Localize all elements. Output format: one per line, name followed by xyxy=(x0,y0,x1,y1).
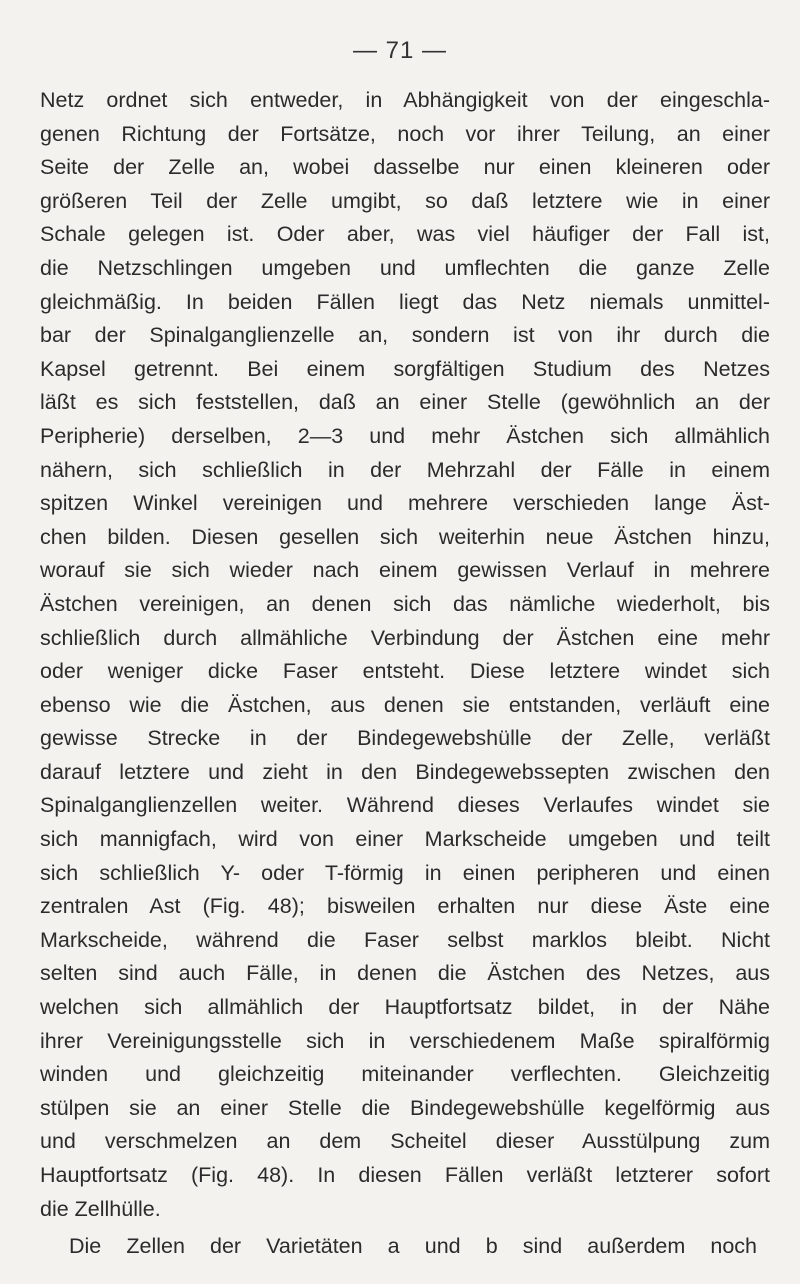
text-line: sich schließlich Y- oder T-förmig in einen peripheren und einen xyxy=(40,860,770,885)
text-line: spitzen Winkel vereinigen und mehrere verschieden lange Äst- xyxy=(40,491,770,516)
text-line: genen Richtung der Fortsätze, noch vor ihrer Teilung, an einer xyxy=(40,121,770,146)
text-line: Peripherie) derselben, 2—3 und mehr Ästchen sich allmählich xyxy=(40,423,770,448)
text-line: die Netzschlingen umgeben und umflechten die ganze Zelle xyxy=(40,255,770,280)
text-line: sich mannigfach, wird von einer Markscheide umgeben und teilt xyxy=(40,827,770,852)
text-line: Spinalganglienzellen weiter. Während dieses Verlaufes windet sie xyxy=(40,793,770,818)
text-line: Kapsel getrennt. Bei einem sorgfältigen Studium des Netzes xyxy=(40,356,770,381)
text-line: und verschmelzen an dem Scheitel dieser Ausstülpung zum xyxy=(40,1129,770,1154)
paragraph-2 xyxy=(40,1230,770,1264)
text-line: Hauptfortsatz (Fig. 48). In diesen Fällen verläßt letzterer sofort xyxy=(40,1163,770,1187)
text-line: zentralen Ast (Fig. 48); bisweilen erhalten nur diese Äste eine xyxy=(40,894,770,919)
page-number: — 71 — xyxy=(352,37,448,64)
text-line: Schale gelegen ist. Oder aber, was viel häufiger der Fall ist, xyxy=(40,222,770,247)
text-line: Markscheide, während die Faser selbst marklos bleibt. Nicht xyxy=(40,927,770,952)
text-line: nähern, sich schließlich in der Mehrzahl der Fälle in einem xyxy=(40,457,770,482)
text-line: gewisse Strecke in der Bindegewebshülle der Zelle, verläßt xyxy=(40,726,770,751)
text-line: stülpen sie an einer Stelle die Bindegewebshülle kegelförmig aus xyxy=(40,1095,770,1120)
body-text xyxy=(40,84,770,1264)
paragraph-1 xyxy=(40,84,770,1226)
text-line: Die Zellen der Varietäten a und b sind außerdem noch xyxy=(69,1234,757,1259)
text-line: die Zellhülle. xyxy=(40,1196,161,1221)
text-line: Seite der Zelle an, wobei dasselbe nur einen kleineren oder xyxy=(40,155,770,180)
text-line: ihrer Vereinigungsstelle sich in verschiedenem Maße spiralförmig xyxy=(40,1028,770,1053)
text-line: chen bilden. Diesen gesellen sich weiterhin neue Ästchen hinzu, xyxy=(40,524,770,549)
text-line: Ästchen vereinigen, an denen sich das nämliche wiederholt, bis xyxy=(40,591,770,616)
text-line: Netz ordnet sich entweder, in Abhängigkeit von der eingeschla- xyxy=(40,88,770,112)
text-line: gleichmäßig. In beiden Fällen liegt das Netz niemals unmittel- xyxy=(40,289,770,314)
text-line: worauf sie sich wieder nach einem gewissen Verlauf in mehrere xyxy=(40,558,770,583)
text-line: selten sind auch Fälle, in denen die Ästchen des Netzes, aus xyxy=(40,961,770,986)
text-line: schließlich durch allmähliche Verbindung der Ästchen eine mehr xyxy=(40,625,770,650)
text-line: oder weniger dicke Faser entsteht. Diese letztere windet sich xyxy=(40,659,770,684)
text-line: darauf letztere und zieht in den Bindegewebssepten zwischen den xyxy=(40,759,770,784)
text-line: bar der Spinalganglienzelle an, sondern ist von ihr durch die xyxy=(40,323,770,348)
text-line: läßt es sich feststellen, daß an einer Stelle (gewöhnlich an der xyxy=(40,390,770,415)
text-line: winden und gleichzeitig miteinander verflechten. Gleichzeitig xyxy=(40,1062,770,1087)
text-line: ebenso wie die Ästchen, aus denen sie entstanden, verläuft eine xyxy=(40,692,770,717)
text-line: welchen sich allmählich der Hauptfortsatz bildet, in der Nähe xyxy=(40,995,770,1020)
text-line: größeren Teil der Zelle umgibt, so daß letztere wie in einer xyxy=(40,188,770,213)
